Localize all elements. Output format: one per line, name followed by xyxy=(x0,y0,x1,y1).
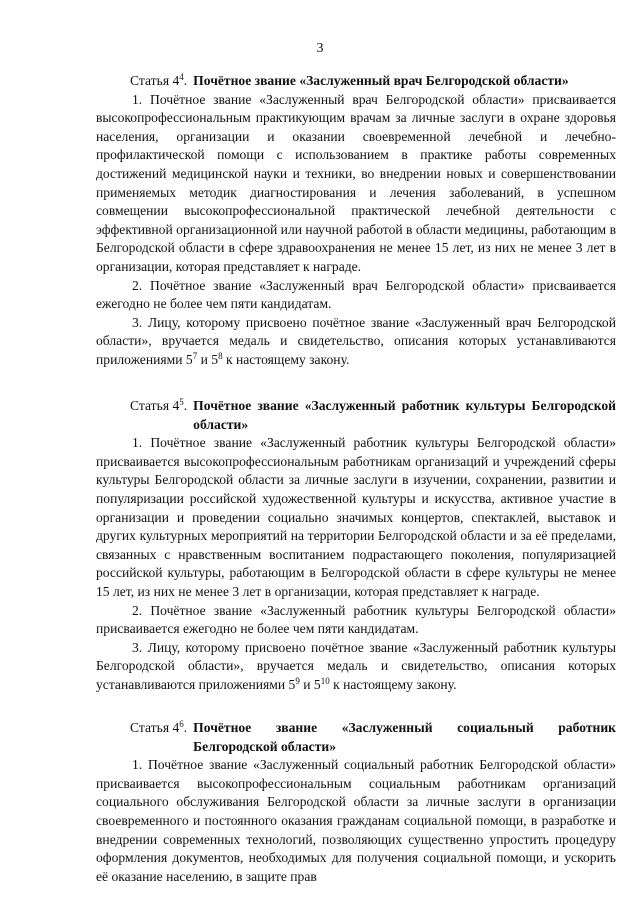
paragraph-3: 3. Лицу, которому присвоено почётное звание «Заслуженный работник культуры Белгородской области», вручается медаль и свидетельство, описания которых устанавливаются приложениями $5^9$ и $5^{10}$ к настоящему закону. xyxy=(96,639,616,692)
article-heading xyxy=(96,719,616,756)
paragraph-3: 3. Лицу, которому присвоено почётное звание «Заслуженный врач Белгородской области», вручается медаль и свидетельство, описания которых устанавливаются приложениями $5^7$ и $5^8$ к настоящему закону. xyxy=(96,314,616,367)
paragraph-1: 1. Почётное звание «Заслуженный врач Белгородской области» присваивается высокопрофессиональным практикующим врачам за личные заслуги в охране здоровья населения, организации и оказании своевременной лечебной и лечебно-профилактической помощи с использованием в практике работы современных достижений медицинской науки и техники, во внедрении новых и совершенствовании применяемых методик диагностирования и лечения заболеваний, в успешном совмещении высокопрофессиональной практической лечебной деятельности с эффективной организационной или научной работой в области медицины, работающим в Белгородской области в сфере здравоохранения не менее 15 лет, из них не менее 3 лет в организации, которая представляет к награде. xyxy=(96,91,616,274)
article-heading xyxy=(96,397,616,434)
article-4-5 xyxy=(96,397,616,695)
article-4-4 xyxy=(96,72,616,370)
paragraph-2: 2. Почётное звание «Заслуженный врач Белгородской области» присваивается ежегодно не более чем пяти кандидатам. xyxy=(96,277,616,312)
article-title: Почётное звание «Заслуженный социальный работник Белгородской области» xyxy=(193,720,616,754)
page-number: 3 xyxy=(316,41,324,56)
article-title: Почётное звание «Заслуженный врач Белгородской области» xyxy=(193,73,569,88)
paragraph-2: 2. Почётное звание «Заслуженный работник культуры Белгородской области» присваивается ежегодно не более чем пяти кандидатам. xyxy=(96,602,616,637)
article-4-6 xyxy=(96,719,616,886)
article-label: Статья $4^4$. xyxy=(130,72,188,88)
article-title: Почётное звание «Заслуженный работник культуры Белгородской области» xyxy=(193,398,616,432)
paragraph-1: 1. Почётное звание «Заслуженный социальный работник Белгородской области» присваивается высокопрофессиональным социальным работникам организаций социального обслуживания Белгородской области за личные заслуги в организации своевременного и постоянного оказания гражданам социальной помощи, в разработке и внедрении современных технологий, позволяющих существенно упростить процедуру оформления документов, необходимых для получения социальной помощи, и ускорить её оказание населению, в защите прав xyxy=(96,757,616,884)
article-label: Статья $4^6$. xyxy=(130,719,188,735)
paragraph-1: 1. Почётное звание «Заслуженный работник культуры Белгородской области» присваивается высокопрофессиональным работникам организаций и учреждений сферы культуры Белгородской области за личные заслуги в изучении, сохранении, развитии и популяризации российской художественной культуры и искусства, активное участие в организации и проведении социально значимых концертов, спектаклей, выставок и других культурных мероприятий на территории Белгородской области и за её пределами, связанных с нравственным воспитанием подрастающего поколения, популяризацией российской культуры, работающим в Белгородской области в сфере культуры не менее 15 лет, из них не менее 3 лет в организации, которая представляет к награде. xyxy=(96,435,616,599)
article-label: Статья $4^5$. xyxy=(130,397,188,413)
article-heading xyxy=(96,72,616,91)
